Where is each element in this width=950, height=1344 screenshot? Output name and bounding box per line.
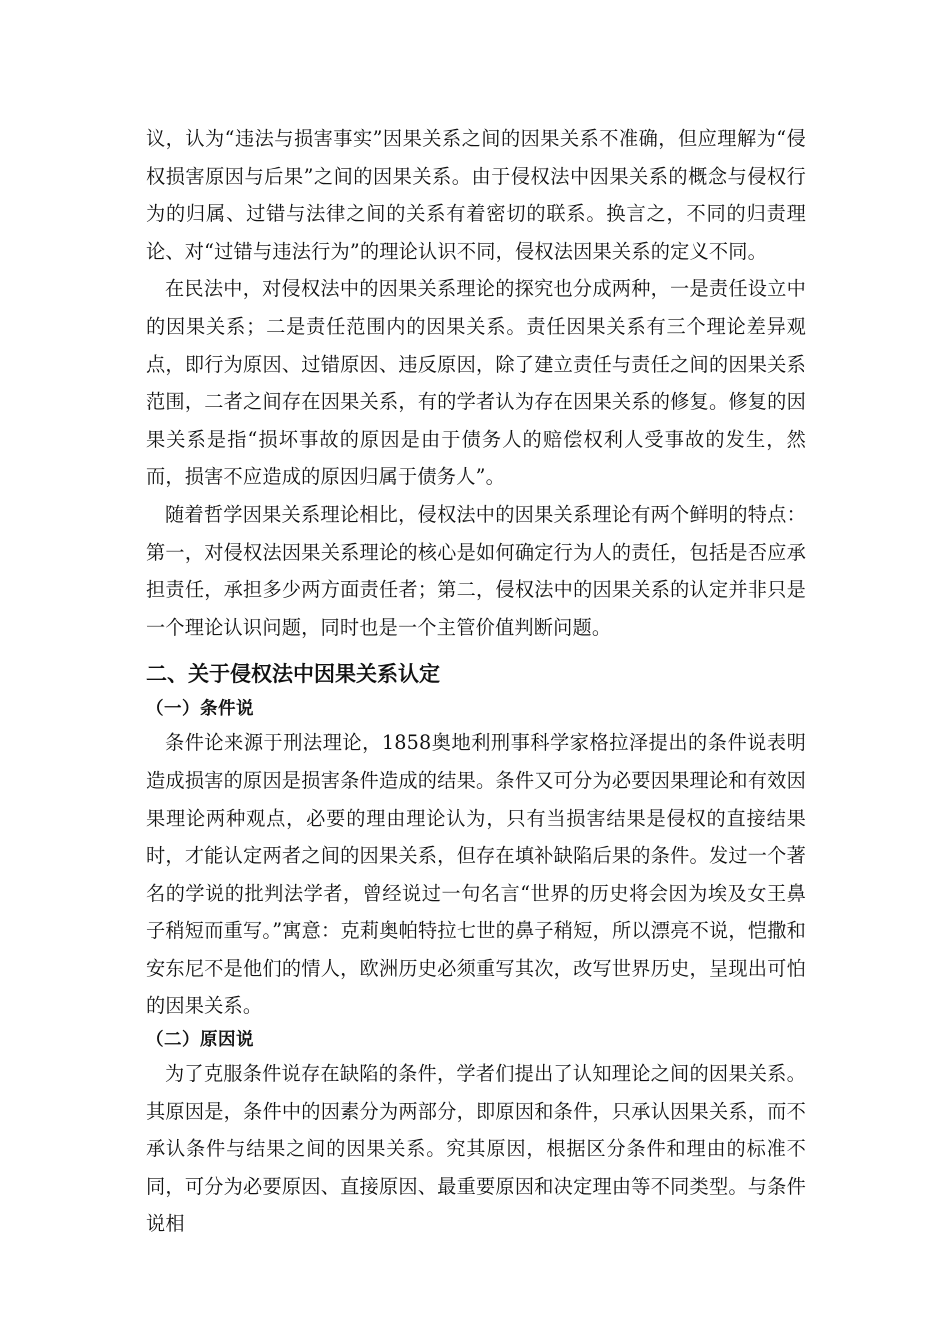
- paragraph-continued: 议，认为“违法与损害事实”因果关系之间的因果关系不准确，但应理解为“侵权损害原因与后果”之间的因果关系。由于侵权法中因果关系的概念与侵权行为的归属、过错与法律之间的关系有着密切的联系。换言之，不同的归责理论、对“过错与违法行为”的理论认识不同，侵权法因果关系的定义不同。: [146, 127, 806, 263]
- paragraph-condition-theory: 条件论来源于刑法理论，1858奥地利刑事科学家格拉泽提出的条件说表明造成损害的原因是损害条件造成的结果。条件又可分为必要因果理论和有效因果理论两种观点，必要的理由理论认为，只有当损害结果是侵权的直接结果时，才能认定两者之间的因果关系，但存在填补缺陷后果的条件。发过一个著名的学说的批判法学者，曾经说过一句名言“世界的历史将会因为埃及女王鼻子稍短而重写。”寓意：克莉奥帕特拉七世的鼻子稍短，所以漂亮不说，恺撒和安东尼不是他们的情人，欧洲历史必须重写其次，改写世界历史，呈现出可怕的因果关系。: [146, 731, 806, 1018]
- paragraph-civil-law: 在民法中，对侵权法中的因果关系理论的探究也分成两种，一是责任设立中的因果关系；二是责任范围内的因果关系。责任因果关系有三个理论差异观点，即行为原因、过错原因、违反原因，除了建立责任与责任之间的因果关系范围，二者之间存在因果关系，有的学者认为存在因果关系的修复。修复的因果关系是指“损坏事故的原因是由于债务人的赔偿权利人受事故的发生，然而，损害不应造成的原因归属于债务人”。: [146, 277, 806, 489]
- subsection-heading-cause: （二）原因说: [146, 1030, 254, 1051]
- subsection-heading-condition: （一）条件说: [146, 699, 254, 720]
- paragraph-characteristics: 随着哲学因果关系理论相比，侵权法中的因果关系理论有两个鲜明的特点：第一，对侵权法因果关系理论的核心是如何确定行为人的责任，包括是否应承担责任，承担多少两方面责任者；第二，侵权法中的因果关系的认定并非只是一个理论认识问题，同时也是一个主管价值判断问题。: [146, 502, 806, 639]
- document-body: [146, 120, 806, 1243]
- section-heading: 二、关于侵权法中因果关系认定: [146, 662, 440, 687]
- paragraph-cause-theory: 为了克服条件说存在缺陷的条件，学者们提出了认知理论之间的因果关系。其原因是，条件中的因素分为两部分，即原因和条件，只承认因果关系，而不承认条件与结果之间的因果关系。究其原因，根据区分条件和理由的标准不同，可分为必要原因、直接原因、最重要原因和决定理由等不同类型。与条件说相: [146, 1062, 806, 1236]
